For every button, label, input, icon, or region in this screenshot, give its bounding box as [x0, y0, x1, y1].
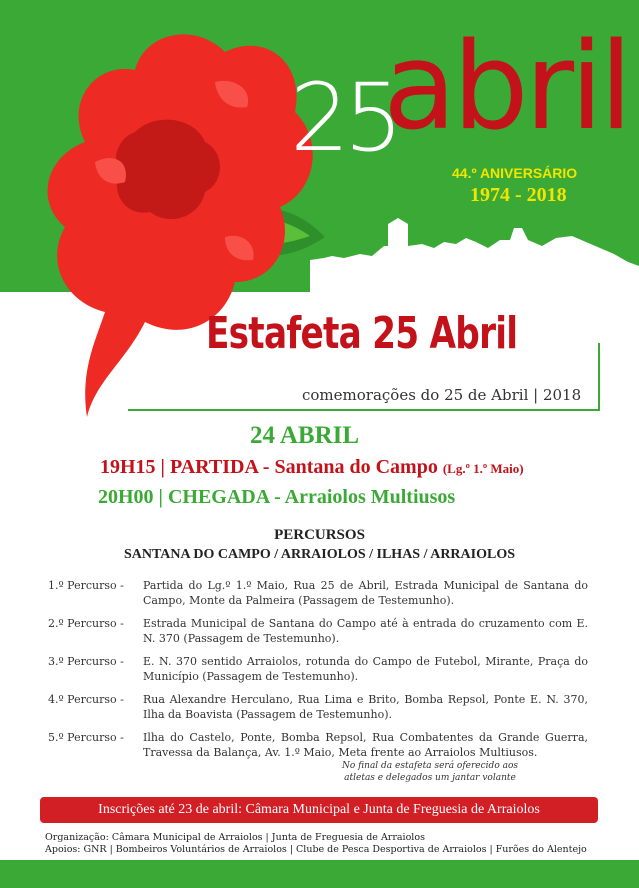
organizers-block — [45, 832, 587, 856]
event-subtitle: comemorações do 25 de Abril | 2018 — [302, 386, 582, 404]
percursos-list — [48, 578, 588, 768]
title-frame-horizontal-line — [128, 409, 600, 411]
percursos-heading: PERCURSOS — [274, 527, 365, 543]
percurso-text: Ilha do Castelo, Ponte, Bomba Repsol, Rua Combatentes da Grande Guerra, Travessa da Balança, Av. 1.º Maio, Meta frente ao Arraiolos Multiusos. — [143, 731, 588, 759]
percursos-route: SANTANA DO CAMPO / ARRAIOLOS / ILHAS / ARRAIOLOS — [123, 547, 516, 562]
dinner-note-line2: atletas e delegados um jantar volante — [344, 773, 516, 783]
arrival-line: 20H00 | CHEGADA - Arraiolos Multiusos — [98, 486, 456, 508]
percurso-label: 5.º Percurso - — [48, 731, 124, 744]
list-item — [48, 692, 588, 722]
percurso-label: 1.º Percurso - — [48, 579, 124, 592]
percurso-text: Rua Alexandre Herculano, Rua Lima e Brito, Bomba Repsol, Ponte E. N. 370, Ilha da Boavista (Passagem de Testemunho). — [143, 693, 588, 721]
list-item — [48, 654, 588, 684]
event-date: 24 ABRIL — [250, 422, 360, 449]
castle-skyline-illustration — [310, 218, 639, 298]
green-footer-bar — [0, 860, 639, 888]
departure-detail: (Lg.º 1.º Maio) — [442, 461, 524, 476]
anniversary-label: 44.º ANIVERSÁRIO — [452, 165, 578, 181]
years-label: 1974 - 2018 — [470, 184, 567, 206]
percurso-text: Estrada Municipal de Santana do Campo até à entrada do cruzamento com E. N. 370 (Passagem de Testemunho). — [143, 617, 588, 645]
list-item — [48, 578, 588, 608]
percurso-label: 2.º Percurso - — [48, 617, 124, 630]
header-word-abril: abril — [383, 18, 629, 157]
organizacao-text: Organização: Câmara Municipal de Arraiolos | Junta de Freguesia de Arraiolos — [45, 832, 425, 843]
title-frame-vertical-line — [598, 343, 600, 410]
event-title: Estafeta 25 Abril — [206, 308, 518, 359]
dinner-note-line1: No final da estafeta será oferecido aos — [341, 761, 518, 771]
percurso-text: E. N. 370 sentido Arraiolos, rotunda do Campo de Futebol, Mirante, Praça do Município (Passagem de Testemunho). — [143, 655, 588, 683]
percurso-label: 3.º Percurso - — [48, 655, 124, 668]
list-item — [48, 730, 588, 760]
apoios-text: Apoios: GNR | Bombeiros Voluntários de Arraiolos | Clube de Pesca Desportiva de Arraiolos | Furões do Alentejo — [45, 844, 587, 855]
registration-banner: Inscrições até 23 de abril: Câmara Municipal e Junta de Freguesia de Arraiolos — [40, 797, 598, 823]
header-number-25: 25 — [290, 64, 398, 173]
percurso-label: 4.º Percurso - — [48, 693, 124, 706]
departure-line — [100, 456, 524, 479]
list-item — [48, 616, 588, 646]
departure-time: 19H15 | PARTIDA - Santana do Campo — [100, 456, 438, 478]
dinner-note — [330, 760, 530, 784]
percurso-text: Partida do Lg.º 1.º Maio, Rua 25 de Abril, Estrada Municipal de Santana do Campo, Monte da Palmeira (Passagem de Testemunho). — [143, 579, 588, 607]
